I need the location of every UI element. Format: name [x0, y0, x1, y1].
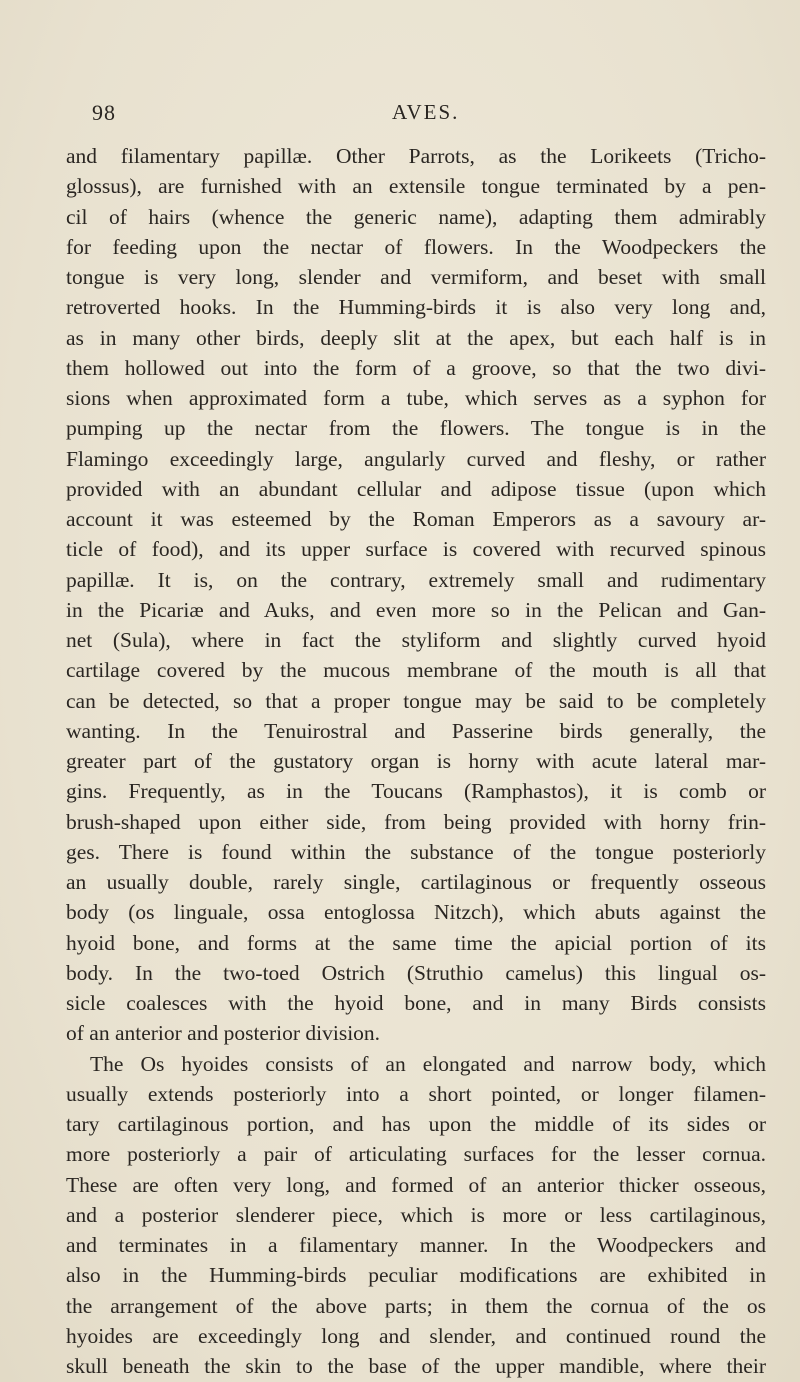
text-line: in the Picariæ and Auks, and even more so in the Pelican and Gan- [66, 597, 766, 622]
text-line: tongue is very long, slender and vermiform, and beset with small [66, 265, 766, 289]
text-line: them hollowed out into the form of a groove, so that the two divi- [66, 355, 766, 380]
body-text [66, 141, 766, 1381]
running-title: AVES. [392, 100, 460, 124]
text-line: of an anterior and posterior division. [66, 1021, 381, 1046]
text-line: pumping up the nectar from the flowers. The tongue is in the [66, 416, 766, 441]
text-line: usually extends posteriorly into a short pointed, or longer filamen- [66, 1081, 766, 1106]
text-line: also in the Humming-birds peculiar modifications are exhibited in [66, 1263, 766, 1288]
text-line: can be detected, so that a proper tongue may be said to be completely [66, 688, 766, 713]
text-line: retroverted hooks. In the Humming-birds it is also very long and, [66, 295, 766, 320]
page-number: 98 [92, 100, 116, 125]
text-line: sicle coalesces with the hyoid bone, and in many Birds consists [66, 991, 766, 1015]
text-line: account it was esteemed by the Roman Emperors as a savoury ar- [66, 507, 766, 531]
text-line: net (Sula), where in fact the styliform and slightly curved hyoid [66, 628, 766, 652]
text-line: ges. There is found within the substance of the tongue posteriorly [66, 839, 766, 864]
text-line: The Os hyoides consists of an elongated and narrow body, which [90, 1051, 766, 1076]
text-line: provided with an abundant cellular and adipose tissue (upon which [66, 476, 766, 501]
text-line: the arrangement of the above parts; in them the cornua of the os [66, 1293, 766, 1318]
text-line: Flamingo exceedingly large, angularly curved and fleshy, or rather [66, 446, 766, 471]
running-head [92, 100, 760, 130]
text-line: hyoid bone, and forms at the same time the apicial portion of its [66, 930, 766, 955]
text-line: more posteriorly a pair of articulating surfaces for the lesser cornua. [66, 1142, 766, 1167]
text-line: glossus), are furnished with an extensile tongue terminated by a pen- [66, 174, 766, 199]
text-line: cil of hairs (whence the generic name), adapting them admirably [66, 204, 766, 229]
text-line: ticle of food), and its upper surface is covered with recurved spinous [66, 537, 766, 562]
text-line: brush-shaped upon either side, from being provided with horny frin- [66, 809, 766, 834]
text-line: greater part of the gustatory organ is horny with acute lateral mar- [66, 749, 766, 773]
text-line: tary cartilaginous portion, and has upon the middle of its sides or [66, 1112, 766, 1136]
text-line: and terminates in a filamentary manner. In the Woodpeckers and [66, 1233, 766, 1257]
text-line: wanting. In the Tenuirostral and Passerine birds generally, the [66, 718, 766, 743]
text-line: body (os linguale, ossa entoglossa Nitzch), which abuts against the [66, 900, 766, 925]
text-line: an usually double, rarely single, cartilaginous or frequently osseous [66, 870, 766, 894]
text-line: gins. Frequently, as in the Toucans (Ramphastos), it is comb or [66, 779, 766, 804]
text-line: body. In the two-toed Ostrich (Struthio camelus) this lingual os- [66, 960, 766, 985]
text-line: hyoides are exceedingly long and slender, and continued round the [66, 1323, 766, 1348]
text-line: and a posterior slenderer piece, which is more or less cartilaginous, [66, 1202, 766, 1227]
text-line: These are often very long, and formed of an anterior thicker osseous, [66, 1172, 766, 1197]
text-line: cartilage covered by the mucous membrane of the mouth is all that [66, 658, 766, 683]
text-line: sions when approximated form a tube, which serves as a syphon for [66, 386, 766, 410]
text-line: and filamentary papillæ. Other Parrots, as the Lorikeets (Tricho- [66, 144, 766, 168]
text-line: papillæ. It is, on the contrary, extremely small and rudimentary [66, 567, 766, 592]
text-line: for feeding upon the nectar of flowers. In the Woodpeckers the [66, 234, 766, 259]
text-line: as in many other birds, deeply slit at the apex, but each half is in [66, 325, 766, 350]
text-line: skull beneath the skin to the base of the upper mandible, where their [66, 1354, 766, 1378]
